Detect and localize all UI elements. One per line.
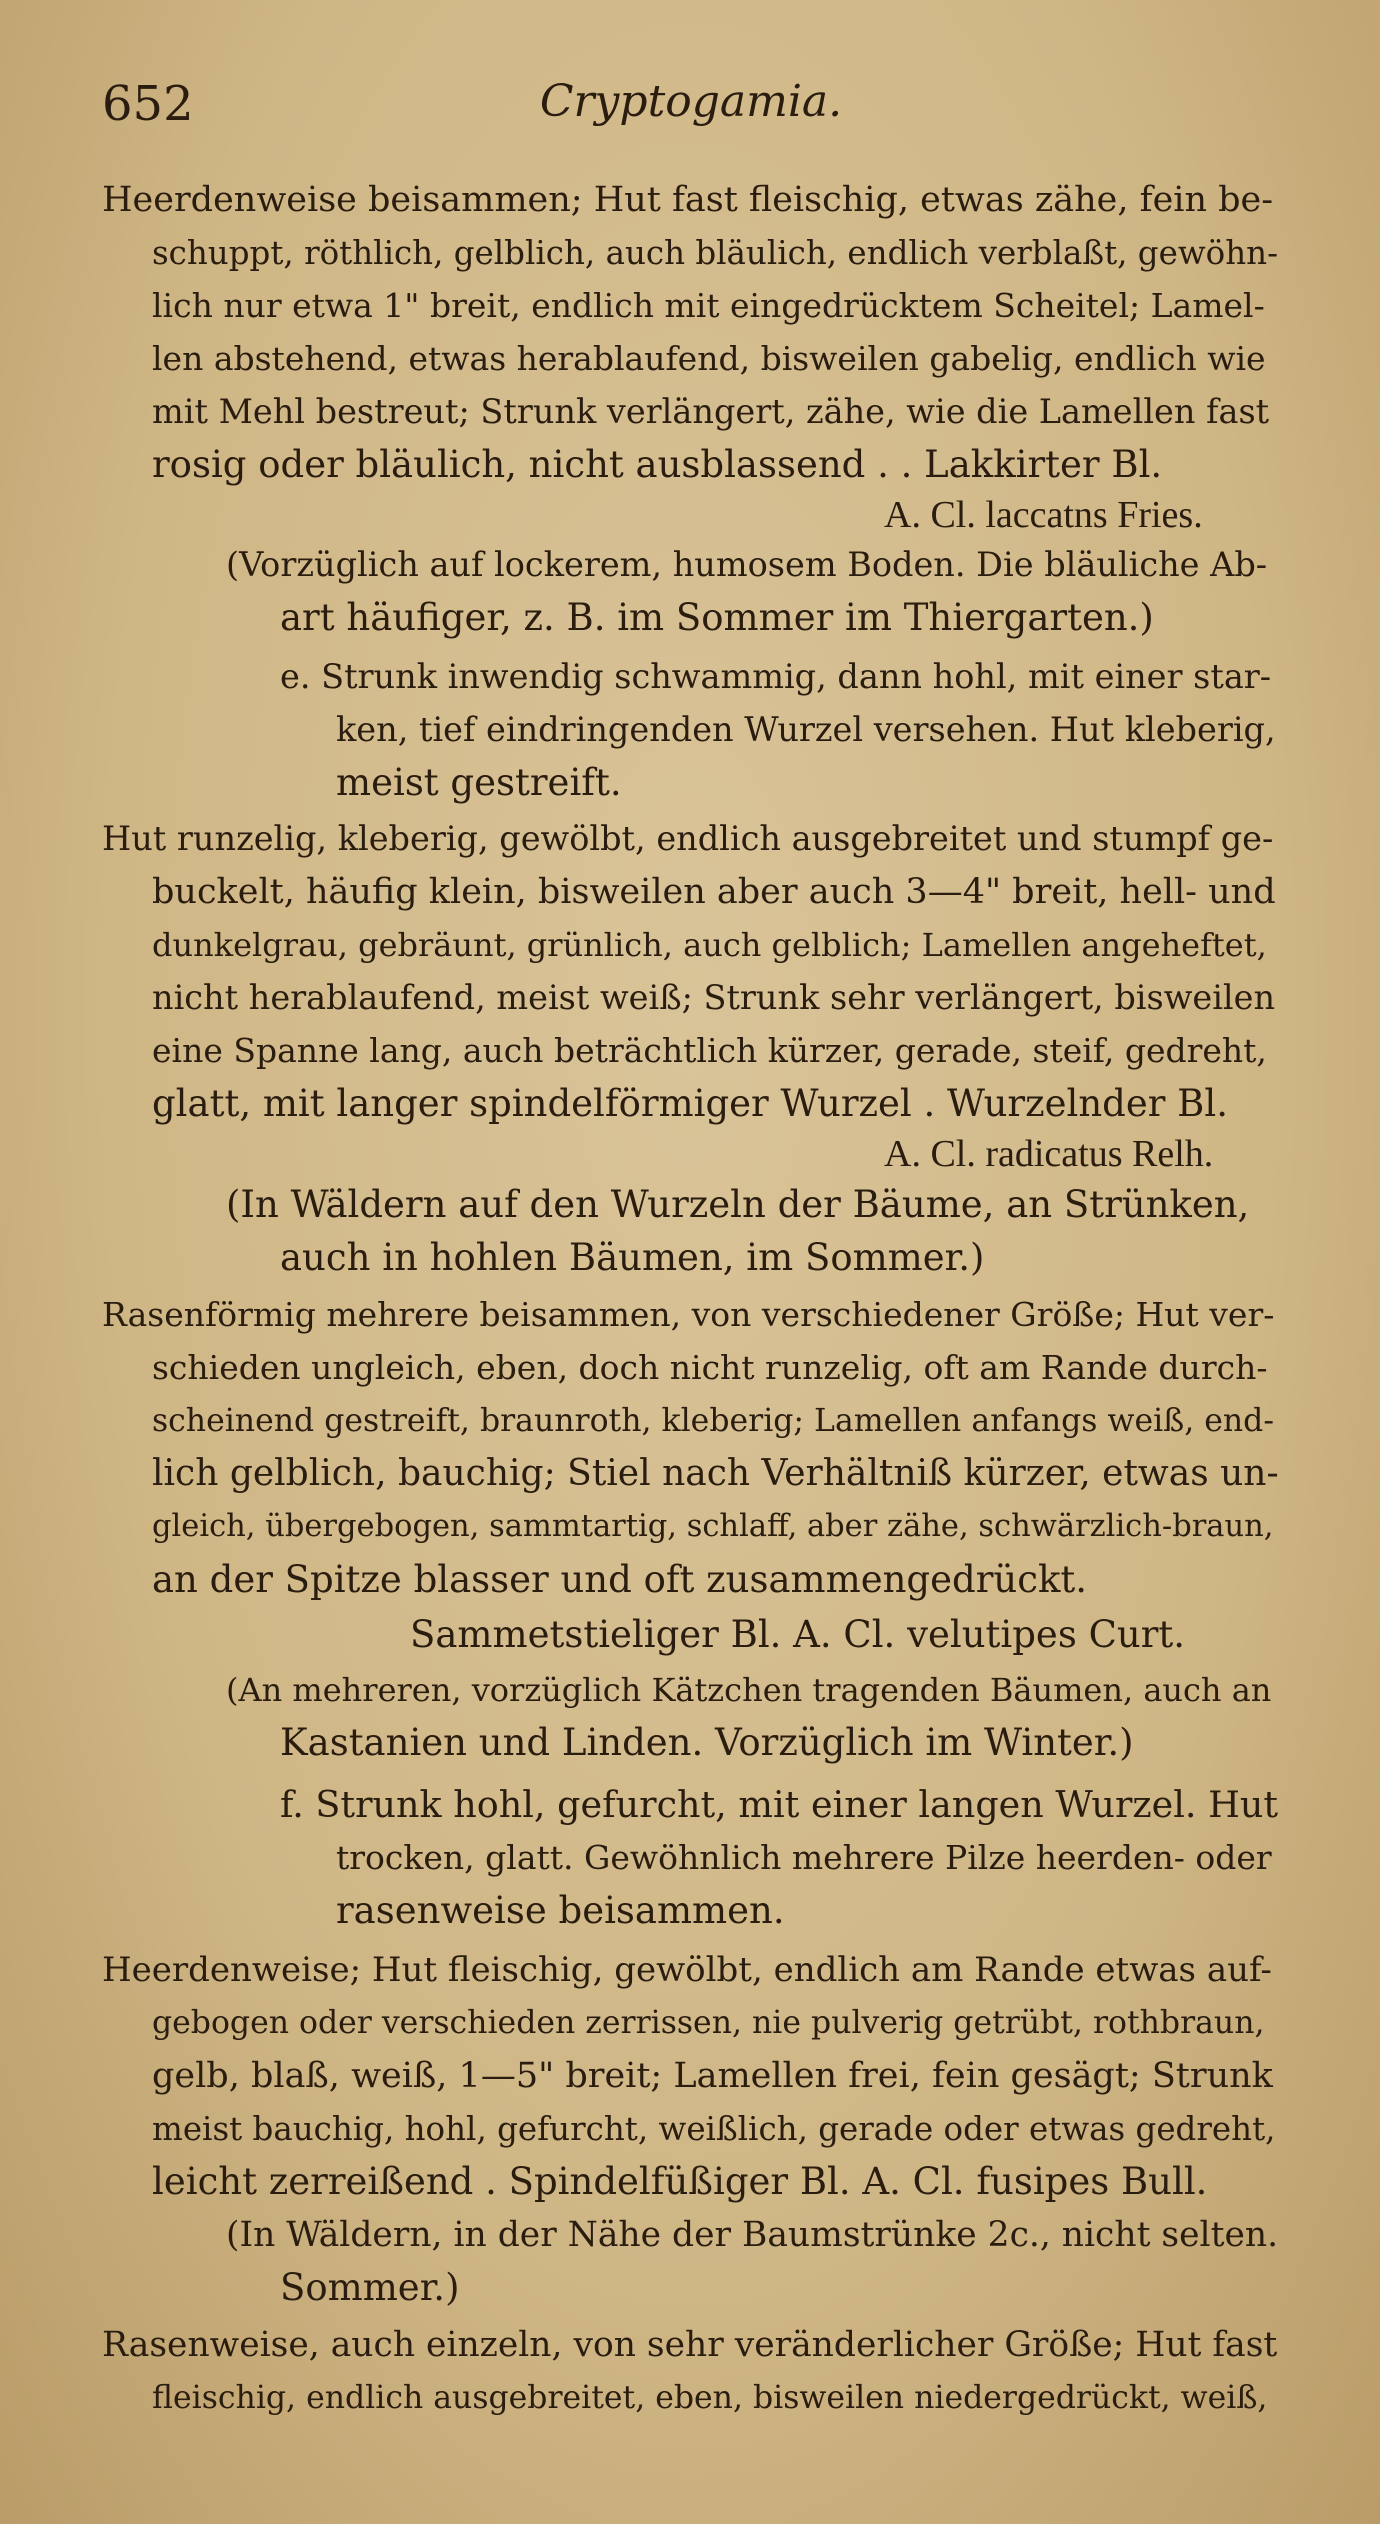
latin-name: A. Cl. laccatns Fries. bbox=[884, 494, 1203, 536]
text-line: nicht herablaufend, meist weiß; Strunk sehr verlängert, bisweilen bbox=[152, 978, 1276, 1017]
text-line: (In Wäldern auf den Wurzeln der Bäume, an Strünken, bbox=[226, 1183, 1250, 1226]
text-line: Heerdenweise beisammen; Hut fast fleischig, etwas zähe, fein be- bbox=[102, 180, 1274, 220]
text-line: schieden ungleich, eben, doch nicht runzelig, oft am Rande durch- bbox=[152, 1348, 1268, 1387]
text-line: rasenweise beisammen. bbox=[336, 1889, 785, 1932]
text-line: trocken, glatt. Gewöhnlich mehrere Pilze heerden- oder bbox=[336, 1838, 1272, 1877]
text-line: lich nur etwa 1" breit, endlich mit eingedrücktem Scheitel; Lamel- bbox=[152, 286, 1265, 325]
text-line: Rasenförmig mehrere beisammen, von verschiedener Größe; Hut ver- bbox=[102, 1295, 1275, 1334]
species-name-line: Sammetstieliger Bl. A. Cl. velutipes Curt. bbox=[410, 1613, 1186, 1656]
text-line: auch in hohlen Bäumen, im Sommer.) bbox=[280, 1236, 985, 1279]
text-line: leicht zerreißend . Spindelfüßiger Bl. A. Cl. fusipes Bull. bbox=[152, 2160, 1208, 2203]
text-line: (Vorzüglich auf lockerem, humosem Boden. Die bläuliche Ab- bbox=[226, 545, 1268, 584]
text-line: gebogen oder verschieden zerrissen, nie pulverig getrübt, rothbraun, bbox=[152, 2005, 1265, 2041]
text-line: lich gelblich, bauchig; Stiel nach Verhältniß kürzer, etwas un- bbox=[152, 1453, 1279, 1494]
text-line: schuppt, röthlich, gelblich, auch bläulich, endlich verblaßt, gewöhn- bbox=[152, 234, 1279, 272]
text-line: an der Spitze blasser und oft zusammengedrückt. bbox=[152, 1558, 1087, 1601]
page-number: 652 bbox=[102, 76, 194, 132]
text-line: meist bauchig, hohl, gefurcht, weißlich, gerade oder etwas gedreht, bbox=[152, 2110, 1276, 2148]
text-line: gelb, blaß, weiß, 1—5" breit; Lamellen frei, fein gesägt; Strunk bbox=[152, 2056, 1273, 2096]
text-line: meist gestreift. bbox=[336, 761, 622, 804]
page-header bbox=[102, 70, 1280, 150]
text-line: eine Spanne lang, auch beträchtlich kürzer, gerade, steif, gedreht, bbox=[152, 1031, 1267, 1070]
text-line: Rasenweise, auch einzeln, von sehr veränderlicher Größe; Hut fast bbox=[102, 2325, 1278, 2365]
text-line: fleischig, endlich ausgebreitet, eben, bisweilen niedergedrückt, weiß, bbox=[152, 2380, 1268, 2416]
text-line: Hut runzelig, kleberig, gewölbt, endlich ausgebreitet und stumpf ge- bbox=[102, 819, 1274, 858]
subsection-heading: e. Strunk inwendig schwammig, dann hohl, mit einer star- bbox=[280, 657, 1272, 696]
text-line: Sommer.) bbox=[280, 2266, 460, 2309]
subsection-heading: f. Strunk hohl, gefurcht, mit einer langen Wurzel. Hut bbox=[280, 1783, 1279, 1826]
text-line: glatt, mit langer spindelförmiger Wurzel . Wurzelnder Bl. bbox=[152, 1082, 1228, 1125]
running-title: Cryptogamia. bbox=[539, 76, 843, 127]
text-line: mit Mehl bestreut; Strunk verlängert, zähe, wie die Lamellen fast bbox=[152, 392, 1270, 431]
text-line: (An mehreren, vorzüglich Kätzchen tragenden Bäumen, auch an bbox=[226, 1671, 1272, 1709]
text-line: (In Wäldern, in der Nähe der Baumstrünke 2c., nicht selten. bbox=[226, 2215, 1279, 2255]
text-line: len abstehend, etwas herablaufend, bisweilen gabelig, endlich wie bbox=[152, 339, 1266, 378]
text-line: rosig oder bläulich, nicht ausblassend . . Lakkirter Bl. bbox=[152, 443, 1163, 486]
text-line: Heerdenweise; Hut fleischig, gewölbt, endlich am Rande etwas auf- bbox=[102, 1950, 1272, 1990]
text-line: art häufiger, z. B. im Sommer im Thiergarten.) bbox=[280, 596, 1154, 639]
latin-name: A. Cl. radicatus Relh. bbox=[884, 1133, 1214, 1175]
text-line: buckelt, häufig klein, bisweilen aber auch 3—4" breit, hell- und bbox=[152, 872, 1276, 912]
text-line: Kastanien und Linden. Vorzüglich im Winter.) bbox=[280, 1721, 1134, 1764]
text-line: scheinend gestreift, braunroth, kleberig; Lamellen anfangs weiß, end- bbox=[152, 1403, 1274, 1439]
text-line: gleich, übergebogen, sammtartig, schlaff, aber zähe, schwärzlich-braun, bbox=[152, 1509, 1274, 1544]
text-line: dunkelgrau, gebräunt, grünlich, auch gelblich; Lamellen angeheftet, bbox=[152, 926, 1267, 964]
text-line: ken, tief eindringenden Wurzel versehen. Hut kleberig, bbox=[336, 710, 1276, 749]
